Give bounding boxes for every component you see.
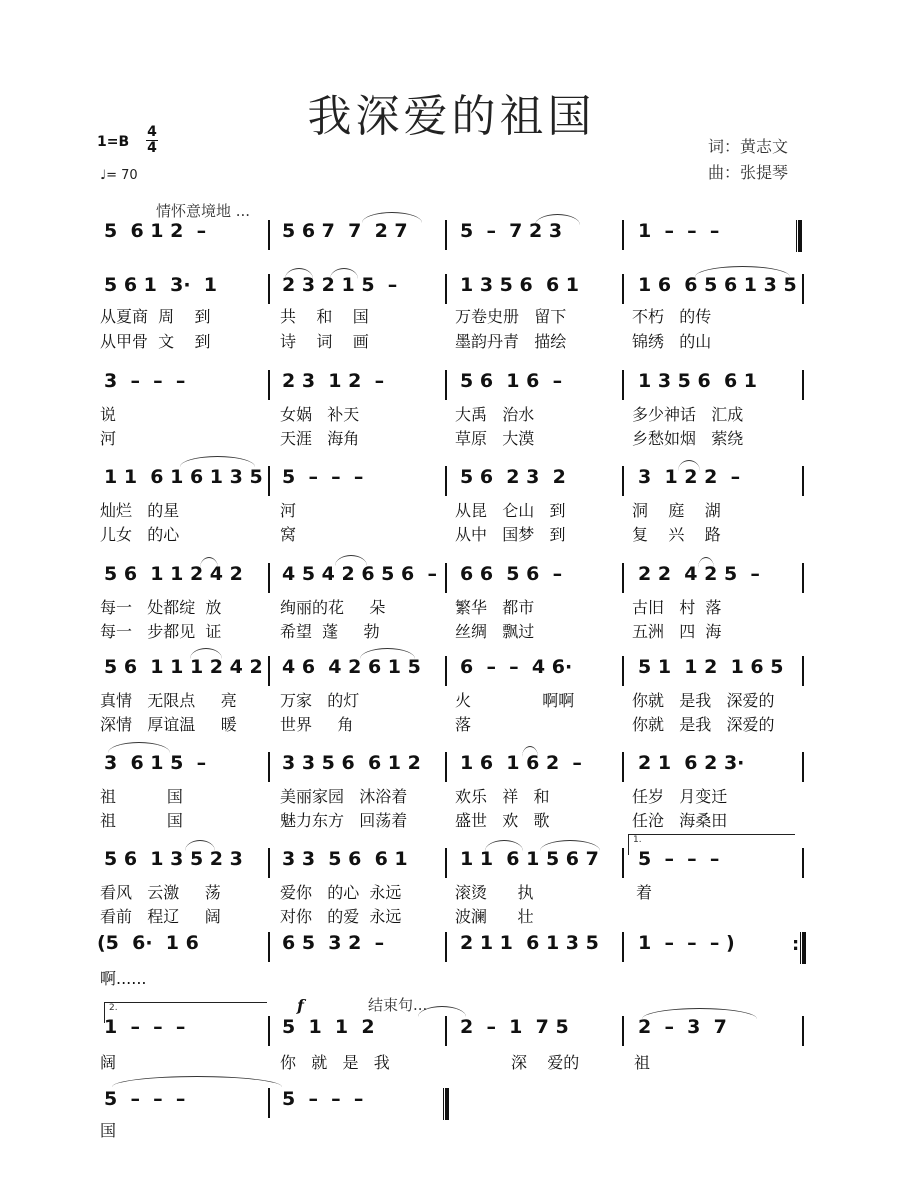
barline [268,220,270,250]
barline [445,848,447,878]
lyric-verse-1: 万家 的灯 [280,691,360,710]
lyric-verse-2: 盛世 欢 歌 [455,811,550,830]
barline [268,752,270,782]
lyric-verse-1: 欢乐 祥 和 [455,787,550,806]
lyric-verse-2: 希望 蓬 勃 [280,622,380,641]
barline [802,848,804,878]
lyric-verse-2: 深情 厚谊温 暖 [100,715,237,734]
slur [285,268,313,279]
barline [268,370,270,400]
volta-2-bracket: 2. [104,1002,267,1023]
measure: 5 6 1 1 2 4 2 [104,563,243,585]
lyric-verse-2: 从中 国梦 到 [455,525,566,544]
lyric-verse-1: 从昆 仑山 到 [455,501,566,520]
barline [268,932,270,962]
slur [190,648,222,659]
lyric-verse-1: 共 和 国 [280,307,369,326]
measure: 5 – 7 2 3 [460,220,563,242]
slur [522,746,538,757]
measure: 5 6 7 7 2 7 [282,220,408,242]
lyric-verse-2: 从甲骨 文 到 [100,332,211,351]
measure: 3 3 5 6 6 1 [282,848,408,870]
slur [200,557,218,568]
barline [622,274,624,304]
lyric-verse-1: 着 [636,883,653,902]
barline [445,370,447,400]
barline [445,932,447,962]
measure: (5 6· 1 6 [97,932,199,954]
intro-expression: 情怀意境地 ... [156,202,251,220]
barline [622,466,624,496]
slur [485,840,523,851]
barline [622,220,624,250]
measure: 4 6 4 2 6 1 5 [282,656,421,678]
lyric-verse-1: 国 [100,1121,117,1140]
lyric-verse-2: 五洲 四 海 [632,622,722,641]
measure: 1 1 6 1 5 6 7 [460,848,599,870]
lyric-verse-2: 草原 大漠 [455,429,535,448]
lyric-verse-2: 天涯 海角 [280,429,360,448]
repeat-start-barline [796,220,802,252]
final-barline [443,1088,449,1120]
lyric-verse-1: 河 [280,501,297,520]
barline [802,1016,804,1046]
slur [698,557,714,568]
volta-1-bracket: 1. [628,834,795,855]
barline [622,848,624,878]
lyric-verse-2: 乡愁如烟 萦绕 [632,429,744,448]
lyric-verse-2: 丝绸 飘过 [455,622,535,641]
lyric-verse-1: 你 就 是 我 [280,1053,390,1072]
lyric-verse-1: 任岁 月变迁 [632,787,728,806]
barline [268,274,270,304]
lyric-verse-1: 滚烫 执 [455,883,534,902]
barline [445,220,447,250]
measure: 1 – – – [104,1016,186,1038]
measure: 5 6 1 6 – [460,370,563,392]
slur [678,460,700,471]
lyric-verse-1: 你就 是我 深爱的 [632,691,775,710]
measure: 5 6 2 3 2 [460,466,566,488]
measure: 2 1 6 2 3· [638,752,745,774]
lyric-verse-1: 女娲 补天 [280,405,360,424]
measure: 1 1 6 1 6 1 3 5 [104,466,263,488]
barline [268,1016,270,1046]
measure: 2 2 4 2 5 – [638,563,760,585]
lyric-verse-1: 大禹 治水 [455,405,535,424]
measure: 5 – – – [282,466,364,488]
lyric-verse-1: 洞 庭 湖 [632,501,721,520]
lyric-verse-2: 诗 词 画 [280,332,369,351]
barline [445,752,447,782]
time-sig-top: 4 [147,124,157,140]
slur [185,840,215,851]
measure: 6 5 3 2 – [282,932,385,954]
barline [445,656,447,686]
lyric-verse-2: 锦绣 的山 [632,332,712,351]
lyric-verse-2: 落 [455,715,472,734]
slur [330,268,358,279]
barline [268,563,270,593]
lyric-verse-2: 儿女 的心 [100,525,180,544]
lyric-verse-1: 祖 国 [100,787,183,806]
slur [695,266,790,277]
barline [802,466,804,496]
slur [540,840,600,851]
barline [268,656,270,686]
lyric-verse-1: 祖 [634,1053,651,1072]
lyric-verse-1: 古旧 村 落 [632,598,722,617]
lyric-verse-1: 从夏商 周 到 [100,307,211,326]
lyric-verse-1: 每一 处都绽 放 [100,598,222,617]
slur [108,742,170,753]
measure: 2 – 3 7 [638,1016,727,1038]
measure: 2 – 1 7 5 [460,1016,569,1038]
lyric-verse-2: 窝 [280,525,297,544]
lyric-verse-2: 祖 国 [100,811,183,830]
measure: 3 1 2 2 – [638,466,741,488]
measure: 1 – – – ) [638,932,735,954]
barline [622,752,624,782]
composer: 曲：张提琴 [708,163,789,182]
measure: 1 3 5 6 6 1 [460,274,580,296]
lyric-verse-1: 灿烂 的星 [100,501,180,520]
measure: 5 – – – [104,1088,186,1110]
lyric-verse-1: 不朽 的传 [632,307,712,326]
lyric-verse-2: 世界 角 [280,715,354,734]
barline [622,656,624,686]
time-sig-bottom: 4 [147,140,157,156]
measure: 2 3 1 2 – [282,370,385,392]
barline [445,466,447,496]
credits [708,134,788,186]
lyric-verse-1: 深 爱的 [455,1053,580,1072]
lyric-verse-2: 你就 是我 深爱的 [632,715,775,734]
barline [268,466,270,496]
measure: 3 – – – [104,370,186,392]
slur [642,1008,757,1019]
lyric-verse-2: 波澜 壮 [455,907,534,926]
measure: 5 1 1 2 1 6 5 [638,656,784,678]
barline [445,563,447,593]
barline [622,932,624,962]
lyric-verse-1: 美丽家园 沐浴着 [280,787,408,806]
lyric-verse-1: 繁华 都市 [455,598,535,617]
lyric-verse-1: 绚丽的花 朵 [280,598,386,617]
lyric-verse-1: 阔 [100,1053,117,1072]
barline [622,563,624,593]
lyricist: 词：黄志文 [708,137,789,156]
lyric-verse-2: 墨韵丹青 描绘 [455,332,567,351]
lyric-verse-1: 真情 无限点 亮 [100,691,237,710]
repeat-end-barline [800,932,806,964]
tempo-marking: ♩= 70 [100,168,138,183]
barline [802,752,804,782]
measure: 3 3 5 6 6 1 2 [282,752,421,774]
lyric-verse-1: 万卷史册 留下 [455,307,567,326]
measure: 1 6 1 6 2 – [460,752,582,774]
barline [802,656,804,686]
barline [802,563,804,593]
lyric-verse-2: 河 [100,429,117,448]
barline [622,370,624,400]
measure: 5 6 1 3 5 2 3 [104,848,243,870]
slur [112,1076,282,1087]
measure: 5 – – – [282,1088,364,1110]
measure: 2 1 1 6 1 3 5 [460,932,599,954]
lyric-verse-2: 魅力东方 回荡着 [280,811,408,830]
barline [445,274,447,304]
time-signature [146,125,158,156]
lyric-verse-2: 任沧 海桑田 [632,811,728,830]
lyric-verse-2: 看前 程辽 阔 [100,907,221,926]
barline [268,1088,270,1118]
lyric-interlude: 啊...... [100,969,147,988]
slur [180,456,255,467]
measure: 1 3 5 6 6 1 [638,370,758,392]
lyric-verse-1: 火 啊啊 [455,691,575,710]
measure: 5 6 1 1 1 2 4 2 [104,656,263,678]
slur [335,555,367,566]
lyric-verse-2: 每一 步都见 证 [100,622,222,641]
measure: 1 6 6 5 6 1 3 5 [638,274,797,296]
barline [268,848,270,878]
measure: 6 6 5 6 – [460,563,563,585]
measure: 5 6 1 3· 1 [104,274,218,296]
lyric-verse-1: 说 [100,405,117,424]
lyric-verse-1: 爱你 的心 永远 [280,883,402,902]
slur [535,214,580,225]
lyric-verse-2: 对你 的爱 永远 [280,907,402,926]
song-title: 我深爱的祖国 [307,91,596,142]
measure: 5 6 1 2 – [104,220,207,242]
key-signature: 1=B [97,134,130,150]
barline [802,274,804,304]
measure: 3 6 1 5 – [104,752,207,774]
measure: 1 – – – [638,220,720,242]
lyric-verse-1: 多少神话 汇成 [632,405,744,424]
lyric-verse-1: 看风 云激 荡 [100,883,221,902]
measure: 5 1 1 2 [282,1016,375,1038]
measure: 4 5 4 2 6 5 6 – [282,563,437,585]
ending-expression: 结束句... [368,996,428,1014]
barline [445,1016,447,1046]
barline [622,1016,624,1046]
slur [362,212,422,223]
measure: 6 – – 4 6· [460,656,573,678]
measure: 5 – – – [638,848,720,870]
lyric-verse-2: 复 兴 路 [632,525,721,544]
measure: 2 3 2 1 5 – [282,274,398,296]
slur [360,648,415,659]
repeat-end-dots: : [792,934,800,955]
dynamic-forte: f [297,996,304,1015]
barline [802,370,804,400]
